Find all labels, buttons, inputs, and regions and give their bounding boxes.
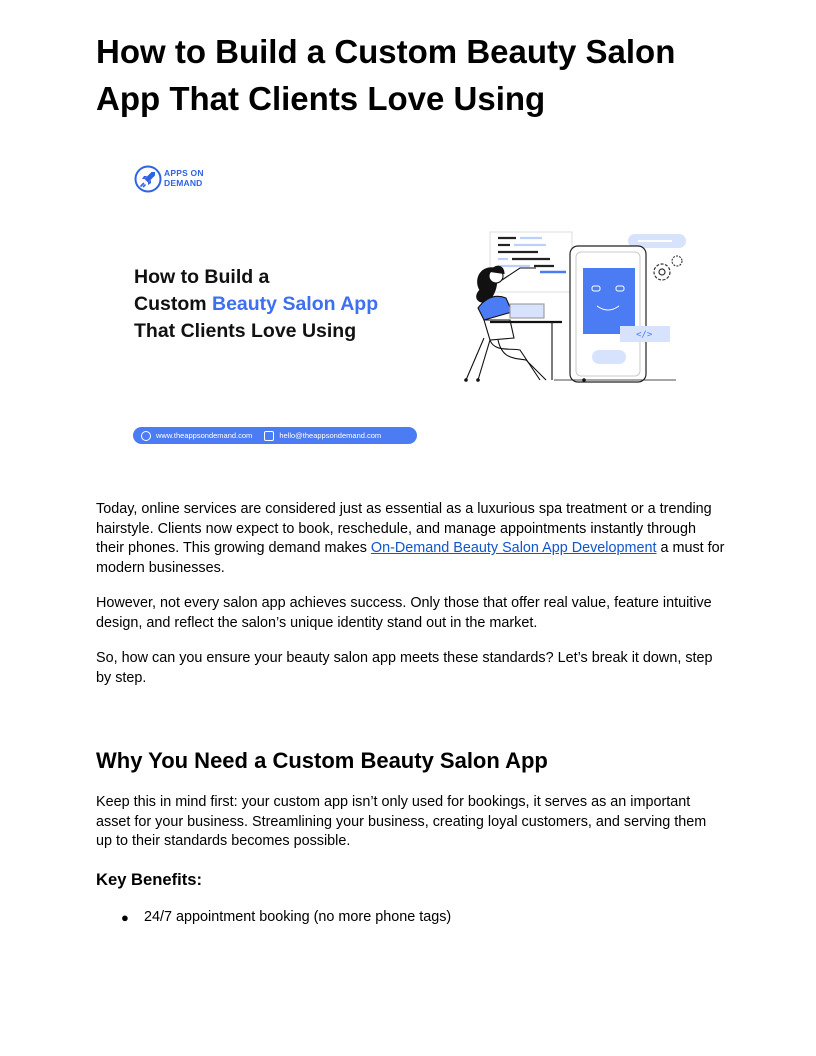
code-sheet xyxy=(490,232,572,292)
section-heading: Why You Need a Custom Beauty Salon App xyxy=(96,748,548,773)
intro-paragraph-2: However, not every salon app achieves success. Only those that offer real value, feature intuitive design, and reflect the salon’s unique identity stand out in the market. xyxy=(96,595,712,631)
hero-banner xyxy=(120,140,696,465)
banner-heading-line-3: That Clients Love Using xyxy=(134,320,357,342)
banner-heading-line-2 xyxy=(134,291,378,318)
mail-icon xyxy=(264,431,274,441)
list-item xyxy=(96,908,726,928)
contact-pill xyxy=(133,427,417,444)
banner-heading-prefix: Custom xyxy=(134,293,212,315)
globe-icon xyxy=(141,431,151,441)
intro-p1-text-before: Today, online services are considered just as essential as a luxurious spa treatment or a trending hairstyle. Clients now expect to book, reschedule, and manage appointments instantly through their phones. This growing demand makes xyxy=(96,501,712,557)
intro-p1-text-after: a must for modern businesses. xyxy=(96,540,725,576)
rocket-icon xyxy=(134,165,162,193)
key-benefits-heading: Key Benefits: xyxy=(96,870,203,889)
company-logo xyxy=(134,164,224,196)
section-body: Keep this in mind first: your custom app isn’t only used for bookings, it serves as an important asset for your business. Streamlining your business, creating loyal customers, and serving them up to their standards becomes possible. xyxy=(96,794,707,850)
benefit-text: 24/7 appointment booking (no more phone tags) xyxy=(144,909,452,925)
website-text: www.theappsondemand.com xyxy=(156,431,253,440)
phone-graphic xyxy=(570,246,670,382)
bullet-icon: ● xyxy=(121,910,129,925)
logo-line-2: DEMAND xyxy=(164,178,203,188)
email-text: hello@theappsondemand.com xyxy=(279,431,382,440)
banner-heading-line-1: How to Build a xyxy=(134,266,270,288)
banner-heading-accent: Beauty Salon App xyxy=(212,293,379,315)
logo-line-1: APPS ON xyxy=(164,168,204,178)
illustration-woman-with-laptop-and-phone xyxy=(450,228,690,388)
intro-paragraph-3: So, how can you ensure your beauty salon app meets these standards? Let’s break it down, step by step. xyxy=(96,650,713,686)
on-demand-app-link[interactable]: On-Demand Beauty Salon App Development xyxy=(370,540,657,557)
page-title: How to Build a Custom Beauty Salon App That Clients Love Using xyxy=(96,33,676,117)
intro-paragraph-1 xyxy=(96,500,726,578)
benefits-list xyxy=(96,908,726,928)
svg-text:</>: </> xyxy=(636,330,653,340)
banner-heading xyxy=(134,264,378,345)
